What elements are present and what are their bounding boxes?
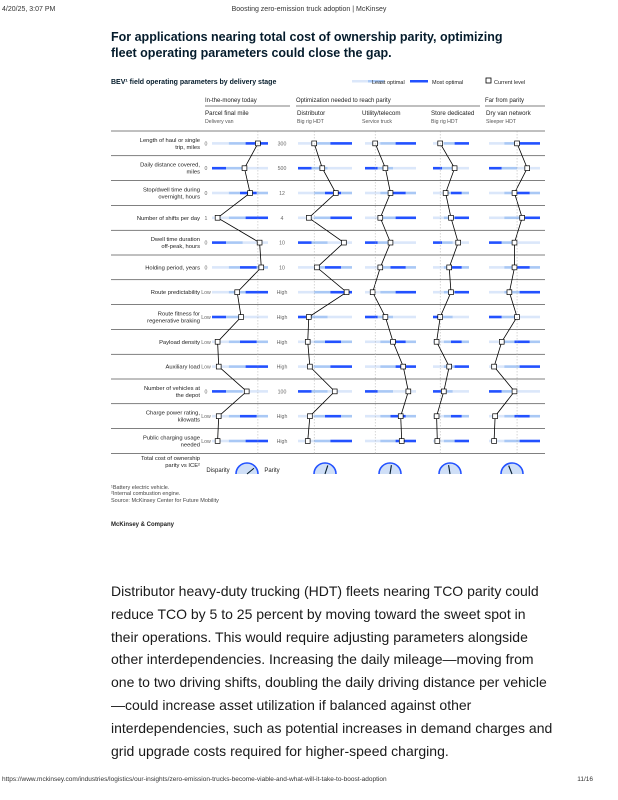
- current-level-marker: [320, 166, 325, 171]
- optimality-band-segment: [530, 266, 540, 269]
- optimality-band-segment: [442, 167, 453, 170]
- current-level-marker: [449, 290, 454, 295]
- row-min-label: 0: [204, 240, 208, 247]
- row-min-label: 1: [204, 215, 208, 222]
- row-label: Route fitness for: [157, 311, 200, 318]
- optimality-band-segment: [396, 217, 416, 220]
- current-level-marker: [499, 339, 504, 344]
- optimality-band-segment: [257, 192, 268, 195]
- current-level-marker: [391, 339, 396, 344]
- optimality-band-segment: [380, 291, 395, 294]
- current-level-marker: [434, 414, 439, 419]
- current-level-marker: [344, 290, 349, 295]
- optimality-band-segment: [365, 316, 378, 319]
- optimality-band-segment: [212, 241, 226, 244]
- optimality-band-segment: [396, 142, 416, 145]
- current-level-marker: [401, 364, 406, 369]
- optimality-band-segment: [257, 341, 268, 344]
- optimality-band-segment: [393, 241, 416, 244]
- row-max-label: 10: [279, 265, 285, 272]
- current-level-marker: [512, 389, 517, 394]
- row-label: miles: [186, 169, 200, 176]
- current-level-marker: [239, 315, 244, 320]
- optimality-band-segment: [314, 217, 330, 220]
- optimality-band-segment: [396, 440, 416, 443]
- current-level-marker: [244, 389, 249, 394]
- optimality-band-segment: [442, 316, 453, 319]
- column-subheader: Sleeper HDT: [486, 119, 516, 125]
- optimality-band-segment: [325, 266, 341, 269]
- row-max-label: 4: [280, 215, 284, 222]
- row-label: Number of shifts per day: [136, 215, 200, 222]
- optimality-band-segment: [489, 390, 502, 393]
- optimality-band-segment: [246, 365, 268, 368]
- current-level-marker: [520, 215, 525, 220]
- current-level-marker: [332, 389, 337, 394]
- optimality-band-segment: [462, 192, 469, 195]
- current-level-marker: [492, 364, 497, 369]
- optimality-band-segment: [433, 192, 444, 195]
- optimality-band-segment: [325, 415, 341, 418]
- optimality-band-segment: [433, 291, 444, 294]
- optimality-band-segment: [240, 341, 257, 344]
- optimality-band-segment: [451, 415, 462, 418]
- optimality-band-segment: [330, 365, 352, 368]
- optimality-band-segment: [489, 291, 504, 294]
- optimality-band-segment: [212, 316, 226, 319]
- row-max-label: 100: [277, 389, 287, 396]
- optimality-band-segment: [365, 167, 378, 170]
- optimality-band-segment: [365, 415, 380, 418]
- optimality-band-segment: [451, 192, 462, 195]
- row-min-label: 0: [204, 265, 208, 272]
- footnote-bev: ¹Battery electric vehicle.: [111, 485, 170, 491]
- column-header: Utility/telecom: [362, 110, 401, 117]
- legend-least-label: Least optimal: [372, 80, 405, 86]
- optimality-band-segment: [433, 266, 444, 269]
- optimality-band-segment: [393, 390, 416, 393]
- column-header: Store dedicated: [431, 110, 475, 117]
- current-level-marker: [342, 240, 347, 245]
- optimality-band-segment: [365, 241, 378, 244]
- row-min-label: Low: [201, 339, 211, 346]
- tco-row-label: Total cost of ownership: [141, 456, 200, 462]
- current-level-marker: [434, 339, 439, 344]
- optimality-band-segment: [504, 415, 514, 418]
- optimality-band-segment: [433, 365, 444, 368]
- optimality-band-segment: [462, 341, 469, 344]
- row-max-label: High: [276, 315, 288, 321]
- legend-most-label: Most optimal: [432, 80, 464, 86]
- optimality-band-segment: [393, 316, 416, 319]
- row-min-label: 0: [204, 389, 208, 396]
- row-label: Auxiliary load: [165, 364, 200, 371]
- optimality-band-segment: [406, 192, 416, 195]
- optimality-band-segment: [380, 142, 395, 145]
- optimality-band-segment: [391, 266, 406, 269]
- current-level-marker: [259, 265, 264, 270]
- optimality-band-segment: [462, 266, 469, 269]
- row-min-label: Low: [201, 364, 211, 371]
- optimality-band-segment: [517, 241, 540, 244]
- optimality-band-segment: [341, 415, 352, 418]
- row-label: Daily distance covered,: [140, 162, 200, 169]
- optimality-band-segment: [328, 167, 352, 170]
- row-label: Holding period, years: [145, 265, 200, 272]
- row-label: overnight, hours: [158, 194, 200, 201]
- row-label: off-peak, hours: [161, 244, 200, 251]
- optimality-band-segment: [396, 291, 416, 294]
- current-level-marker: [399, 439, 404, 444]
- row-max-label: 300: [277, 141, 287, 148]
- optimality-band-segment: [312, 241, 328, 244]
- optimality-band-segment: [489, 266, 504, 269]
- optimality-band-segment: [380, 415, 390, 418]
- optimality-band-segment: [298, 167, 312, 170]
- optimality-band-segment: [314, 192, 325, 195]
- optimality-band-segment: [504, 440, 519, 443]
- current-level-marker: [378, 265, 383, 270]
- current-level-marker: [435, 439, 440, 444]
- current-level-marker: [512, 265, 517, 270]
- column-header: Parcel final mile: [205, 110, 249, 117]
- row-label: Stop/dwell time during: [142, 187, 200, 194]
- optimality-band-segment: [298, 266, 314, 269]
- optimality-band-segment: [444, 142, 455, 145]
- optimality-band-segment: [520, 365, 540, 368]
- optimality-band-segment: [455, 440, 469, 443]
- optimality-band-segment: [517, 390, 540, 393]
- optimality-band-segment: [212, 217, 229, 220]
- current-level-marker: [215, 339, 220, 344]
- optimality-band-segment: [489, 241, 502, 244]
- current-level-marker: [507, 290, 512, 295]
- current-level-marker: [248, 191, 253, 196]
- current-level-marker: [370, 290, 375, 295]
- current-level-marker: [525, 166, 530, 171]
- optimality-band-segment: [298, 390, 312, 393]
- optimality-band-segment: [365, 440, 380, 443]
- tco-parity-label: Parity: [264, 468, 280, 474]
- tco-gauge-arc: [236, 463, 258, 474]
- optimality-band-segment: [240, 266, 257, 269]
- optimality-band-segment: [365, 365, 380, 368]
- row-max-label: High: [276, 439, 288, 445]
- optimality-band-segment: [380, 440, 395, 443]
- footnote-ice: ²Internal combustion engine.: [111, 491, 181, 498]
- optimality-band-segment: [298, 291, 314, 294]
- optimality-band-segment: [530, 341, 540, 344]
- current-level-marker: [447, 364, 452, 369]
- optimality-band-segment: [453, 316, 469, 319]
- optimality-band-segment: [212, 167, 226, 170]
- optimality-band-segment: [393, 167, 416, 170]
- chart-footnotes: [111, 485, 219, 504]
- optimality-band-segment: [341, 266, 352, 269]
- optimality-band-segment: [212, 192, 229, 195]
- current-level-marker: [493, 414, 498, 419]
- optimality-band-segment: [365, 390, 378, 393]
- row-min-label: 0: [204, 166, 208, 173]
- row-max-label: High: [276, 290, 288, 297]
- current-level-marker: [305, 339, 310, 344]
- column-subheader: Delivery van: [205, 119, 234, 125]
- current-level-marker: [305, 439, 310, 444]
- optimality-band-segment: [257, 415, 268, 418]
- column-subheader: Service truck: [362, 119, 392, 125]
- optimality-band-segment: [455, 291, 469, 294]
- optimality-band-segment: [229, 192, 240, 195]
- current-level-marker: [447, 265, 452, 270]
- row-label: trip, miles: [175, 144, 200, 151]
- current-level-marker: [383, 315, 388, 320]
- optimality-band-segment: [226, 390, 243, 393]
- article-paragraph: Distributor heavy-duty trucking (HDT) fleets nearing TCO parity could reduce TCO by 5 to 25 percent by moving toward the sweet spot in their operations. This would require adjusting parameters alongside other interdependencies. Increasing the daily mileage—moving from one to two driving shifts, doubling the daily driving distance per vehicle—could increase asset utilization if balanced against other interdependencies, such as potential increases in demand charges and grid upgrade costs required for higher-speed charging.: [111, 583, 553, 759]
- current-level-marker: [215, 215, 220, 220]
- optimality-band-segment: [380, 341, 390, 344]
- optimality-band-segment: [341, 341, 352, 344]
- legend-swatch-most: [410, 80, 428, 83]
- optimality-band-segment: [444, 440, 455, 443]
- current-level-marker: [306, 215, 311, 220]
- optimality-band-segment: [229, 415, 240, 418]
- current-level-marker: [307, 364, 312, 369]
- current-level-marker: [216, 414, 221, 419]
- optimality-band-segment: [489, 142, 504, 145]
- optimality-band-segment: [212, 341, 229, 344]
- current-level-marker: [456, 240, 461, 245]
- optimality-band-segment: [433, 241, 442, 244]
- column-subheader: Big rig HDT: [431, 119, 458, 125]
- optimality-band-segment: [314, 440, 330, 443]
- optimality-band-segment: [451, 341, 462, 344]
- row-max-label: 10: [279, 240, 285, 247]
- optimality-band-segment: [212, 142, 229, 145]
- optimality-band-segment: [330, 440, 352, 443]
- row-label: Route predictability: [150, 290, 200, 297]
- row-label: Length of haul or single: [139, 137, 200, 144]
- optimality-band-segment: [312, 316, 328, 319]
- optimality-band-segment: [330, 217, 352, 220]
- optimality-band-segment: [314, 415, 325, 418]
- optimality-band-segment: [489, 217, 504, 220]
- optimality-band-segment: [365, 341, 380, 344]
- optimality-band-segment: [246, 440, 268, 443]
- current-level-marker: [441, 389, 446, 394]
- optimality-band-segment: [444, 341, 451, 344]
- current-level-marker: [315, 265, 320, 270]
- optimality-band-segment: [444, 415, 451, 418]
- optimality-band-segment: [455, 365, 469, 368]
- optimality-band-segment: [433, 217, 444, 220]
- optimality-band-segment: [226, 241, 243, 244]
- optimality-band-segment: [504, 365, 519, 368]
- optimality-band-segment: [229, 365, 246, 368]
- row-min-label: 0: [204, 191, 208, 197]
- optimality-band-segment: [378, 390, 393, 393]
- row-label: needed: [180, 442, 200, 449]
- optimality-band-segment: [229, 341, 240, 344]
- optimality-band-segment: [515, 341, 530, 344]
- row-label: Payload density: [159, 339, 200, 346]
- optimality-band-segment: [455, 142, 469, 145]
- current-level-marker: [215, 439, 220, 444]
- optimality-band-segment: [212, 266, 229, 269]
- optimality-band-segment: [330, 142, 352, 145]
- optimality-band-segment: [504, 341, 514, 344]
- optimality-band-segment: [406, 415, 416, 418]
- current-level-marker: [398, 414, 403, 419]
- current-level-marker: [216, 364, 221, 369]
- optimality-band-segment: [520, 291, 540, 294]
- row-min-label: 0: [204, 141, 208, 148]
- column-header: Distributor: [297, 110, 326, 117]
- tco-gauge-arc: [501, 463, 523, 474]
- row-label: the depot: [175, 392, 200, 399]
- optimality-band-segment: [442, 241, 453, 244]
- chart-headline: For applications nearing total cost of ownership parity, optimizing fleet operating parameters could close the gap.: [111, 30, 503, 60]
- optimality-band-segment: [462, 415, 469, 418]
- row-label: Number of vehicles at: [143, 385, 200, 392]
- optimality-band-segment: [212, 440, 229, 443]
- optimality-band-segment: [314, 291, 330, 294]
- current-level-marker: [512, 240, 517, 245]
- row-max-label: High: [276, 414, 288, 421]
- optimality-band-segment: [455, 217, 469, 220]
- chart-title: BEV¹ field operating parameters by delivery stage: [111, 79, 277, 86]
- optimality-band-segment: [517, 316, 540, 319]
- optimality-band-segment: [489, 192, 504, 195]
- optimality-band-segment: [433, 390, 442, 393]
- optimality-band-segment: [406, 266, 416, 269]
- optimality-band-segment: [504, 217, 519, 220]
- browser-timestamp: 4/20/25, 3:07 PM: [2, 6, 56, 13]
- optimality-band-segment: [229, 142, 246, 145]
- current-level-marker: [406, 389, 411, 394]
- optimality-band-segment: [502, 167, 517, 170]
- row-label: Charge power rating,: [145, 410, 200, 417]
- row-max-label: 12: [279, 191, 285, 197]
- row-label: regenerative braking: [147, 318, 200, 325]
- optimality-band-segment: [341, 192, 352, 195]
- optimality-band-segment: [515, 415, 530, 418]
- optimality-band-segment: [451, 266, 462, 269]
- group-header: Optimization needed to reach parity: [296, 98, 391, 104]
- optimality-band-segment: [243, 316, 268, 319]
- tco-row-label: parity vs ICE²: [165, 463, 200, 469]
- current-level-marker: [388, 191, 393, 196]
- optimality-band-segment: [433, 167, 442, 170]
- optimality-band-segment: [240, 415, 257, 418]
- group-header: Far from parity: [485, 98, 525, 104]
- legend-marker-current: [486, 78, 491, 83]
- row-max-label: 500: [277, 166, 287, 173]
- current-level-marker: [333, 191, 338, 196]
- page-url: https://www.mckinsey.com/industries/logistics/our-insights/zero-emission-trucks-become-viable-and-what-will-it-take-to-boost-adoption: [2, 776, 387, 783]
- optimality-band-segment: [212, 291, 229, 294]
- optimality-band-segment: [325, 341, 341, 344]
- optimality-band-segment: [406, 341, 416, 344]
- group-header: In-the-money today: [205, 98, 257, 104]
- page-number: 11/16: [577, 776, 593, 783]
- legend-swatch-least: [352, 80, 368, 83]
- optimality-band-segment: [312, 390, 328, 393]
- row-label: Public charging usage: [142, 435, 200, 442]
- optimality-band-segment: [520, 440, 540, 443]
- column-subheader: Big rig HDT: [297, 119, 324, 125]
- current-level-marker: [378, 215, 383, 220]
- current-level-marker: [383, 166, 388, 171]
- optimality-band-segment: [530, 192, 540, 195]
- optimality-band-segment: [243, 241, 268, 244]
- optimality-band-segment: [530, 415, 540, 418]
- optimality-band-segment: [212, 390, 226, 393]
- tco-disparity-label: Disparity: [206, 468, 230, 474]
- current-level-marker: [306, 315, 311, 320]
- brand-credit: McKinsey & Company: [111, 522, 175, 528]
- current-level-marker: [492, 439, 497, 444]
- optimality-band-segment: [229, 217, 246, 220]
- optimality-band-segment: [298, 241, 312, 244]
- current-level-marker: [307, 414, 312, 419]
- optimality-band-segment: [328, 316, 352, 319]
- current-level-marker: [443, 191, 448, 196]
- optimality-band-segment: [328, 390, 352, 393]
- row-label: Dwell time duration: [150, 237, 200, 244]
- row-min-label: Low: [201, 290, 211, 297]
- optimality-band-segment: [298, 192, 314, 195]
- optimality-band-segment: [489, 167, 502, 170]
- legend-current-label: Current level: [494, 80, 526, 86]
- current-level-marker: [388, 240, 393, 245]
- row-min-label: Low: [201, 439, 211, 445]
- optimality-band-segment: [246, 217, 268, 220]
- current-level-marker: [449, 215, 454, 220]
- optimality-band-segment: [380, 365, 395, 368]
- column-header: Dry van network: [486, 110, 531, 117]
- footnote-source: Source: McKinsey Center for Future Mobility: [111, 497, 219, 504]
- optimality-band-segment: [229, 266, 240, 269]
- row-min-label: Low: [201, 315, 211, 321]
- optimality-band-segment: [453, 390, 469, 393]
- current-level-marker: [235, 290, 240, 295]
- optimality-band-segment: [229, 440, 246, 443]
- optimality-band-segment: [246, 291, 268, 294]
- optimality-band-segment: [365, 192, 380, 195]
- optimality-band-segment: [314, 365, 330, 368]
- optimality-band-segment: [314, 341, 325, 344]
- optimality-band-segment: [226, 167, 243, 170]
- optimality-band-segment: [489, 316, 502, 319]
- current-level-marker: [512, 191, 517, 196]
- current-level-marker: [242, 166, 247, 171]
- row-label: kilowatts: [177, 417, 200, 424]
- optimality-band-segment: [328, 241, 352, 244]
- row-max-label: High: [276, 364, 288, 371]
- row-min-label: Low: [201, 414, 211, 421]
- optimality-band-segment: [520, 142, 540, 145]
- row-max-label: High: [276, 339, 288, 346]
- browser-page-title: Boosting zero-emission truck adoption | McKinsey: [231, 6, 387, 13]
- current-level-marker: [452, 166, 457, 171]
